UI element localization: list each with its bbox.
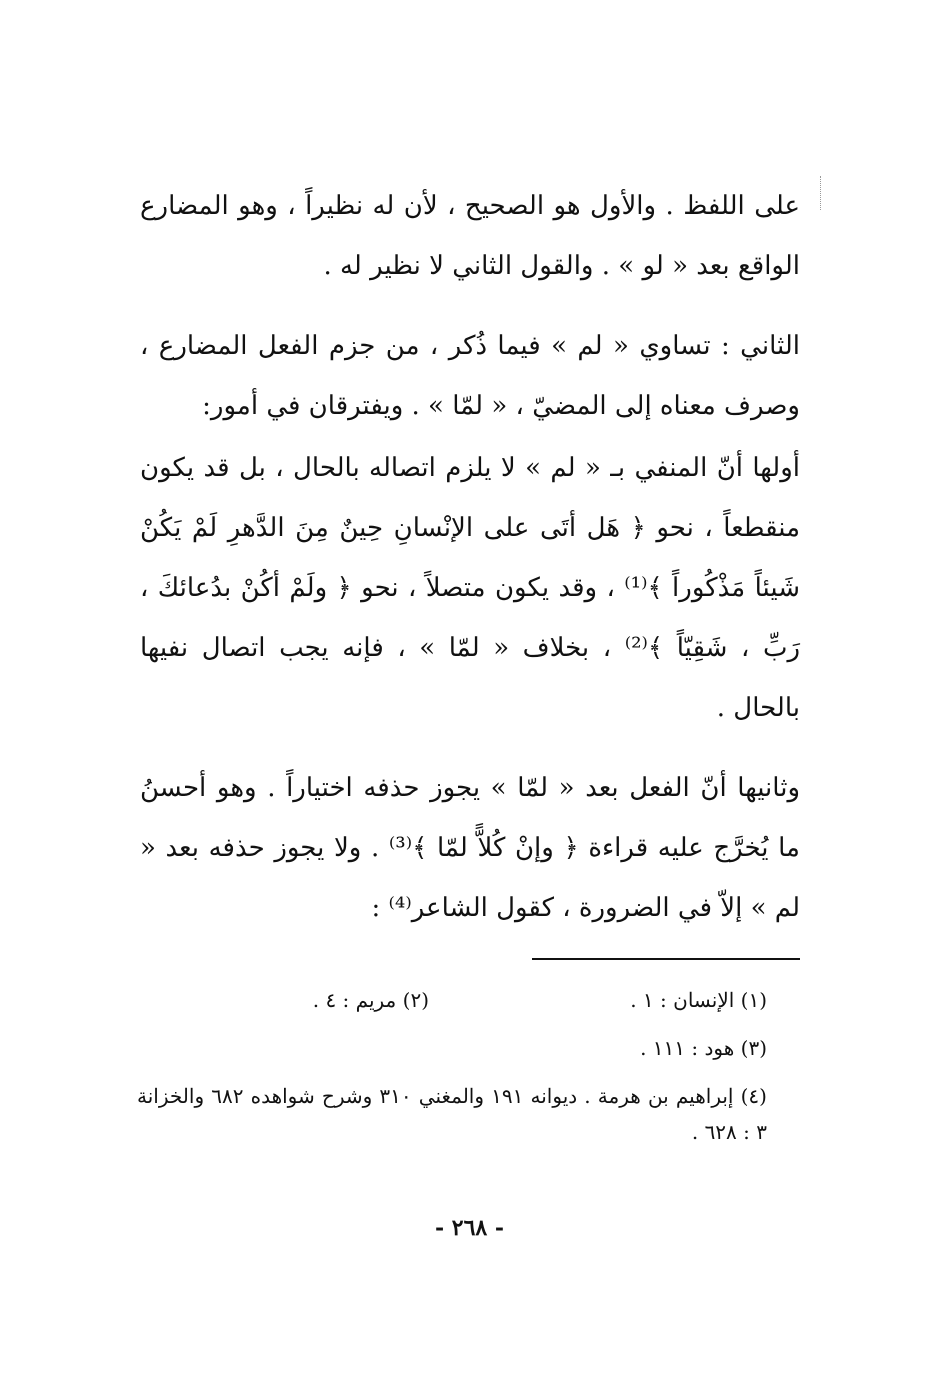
footnote-separator bbox=[532, 958, 800, 960]
paragraph-4: وثانيها أنّ الفعل بعد « لمّا » يجوز حذفه اختياراً . وهو أحسنُ ما يُخرَّج عليه قراءة ﴿ وإنْ كُلاًّ لمّا ﴾⁽³⁾ . ولا يجوز حذفه بعد « لم » إلاّ في الضرورة ، كقول الشاعر⁽⁴⁾ : bbox=[140, 773, 800, 923]
footnote-3: (٣) هود : ١١١ . bbox=[640, 1036, 767, 1060]
footnote-1: (١) الإنسان : ١ . bbox=[630, 988, 767, 1012]
footnote-4: (٤) إبراهيم بن هرمة . ديوانه ١٩١ والمغني ٣١٠ وشرح شواهده ٦٨٢ والخزانة ٣ : ٦٢٨ . bbox=[137, 1084, 767, 1144]
page-number: - ٢٦٨ - bbox=[434, 1215, 505, 1241]
paragraph-1: على اللفظ . والأول هو الصحيح ، لأن له نظيراً ، وهو المضارع الواقع بعد « لو » . والقول الثاني لا نظير له . bbox=[140, 191, 800, 281]
footnote-2: (٢) مريم : ٤ . bbox=[312, 988, 429, 1012]
paragraph-3: أولها أنّ المنفي بـ « لم » لا يلزم اتصاله بالحال ، بل قد يكون منقطعاً ، نحو ﴿ هَل أتَى على الإنْسانِ حِينٌ مِنَ الدَّهرِ لَمْ يَكُنْ شَيئاً مَذْكُوراً ﴾⁽¹⁾ ، وقد يكون متصلاً ، نحو ﴿ ولَمْ أكُنْ بدُعائكَ ، رَبِّ ، شَقِيّاً ﴾⁽²⁾ ، بخلاف « لمّا » ، فإنه يجب اتصال نفيها بالحال . bbox=[140, 453, 800, 723]
paragraph-2: الثاني : تساوي « لم » فيما ذُكر ، من جزم الفعل المضارع ، وصرف معناه إلى المضيّ ، « لمّا » . ويفترقان في أمور: bbox=[140, 331, 800, 421]
margin-speck bbox=[820, 176, 825, 210]
